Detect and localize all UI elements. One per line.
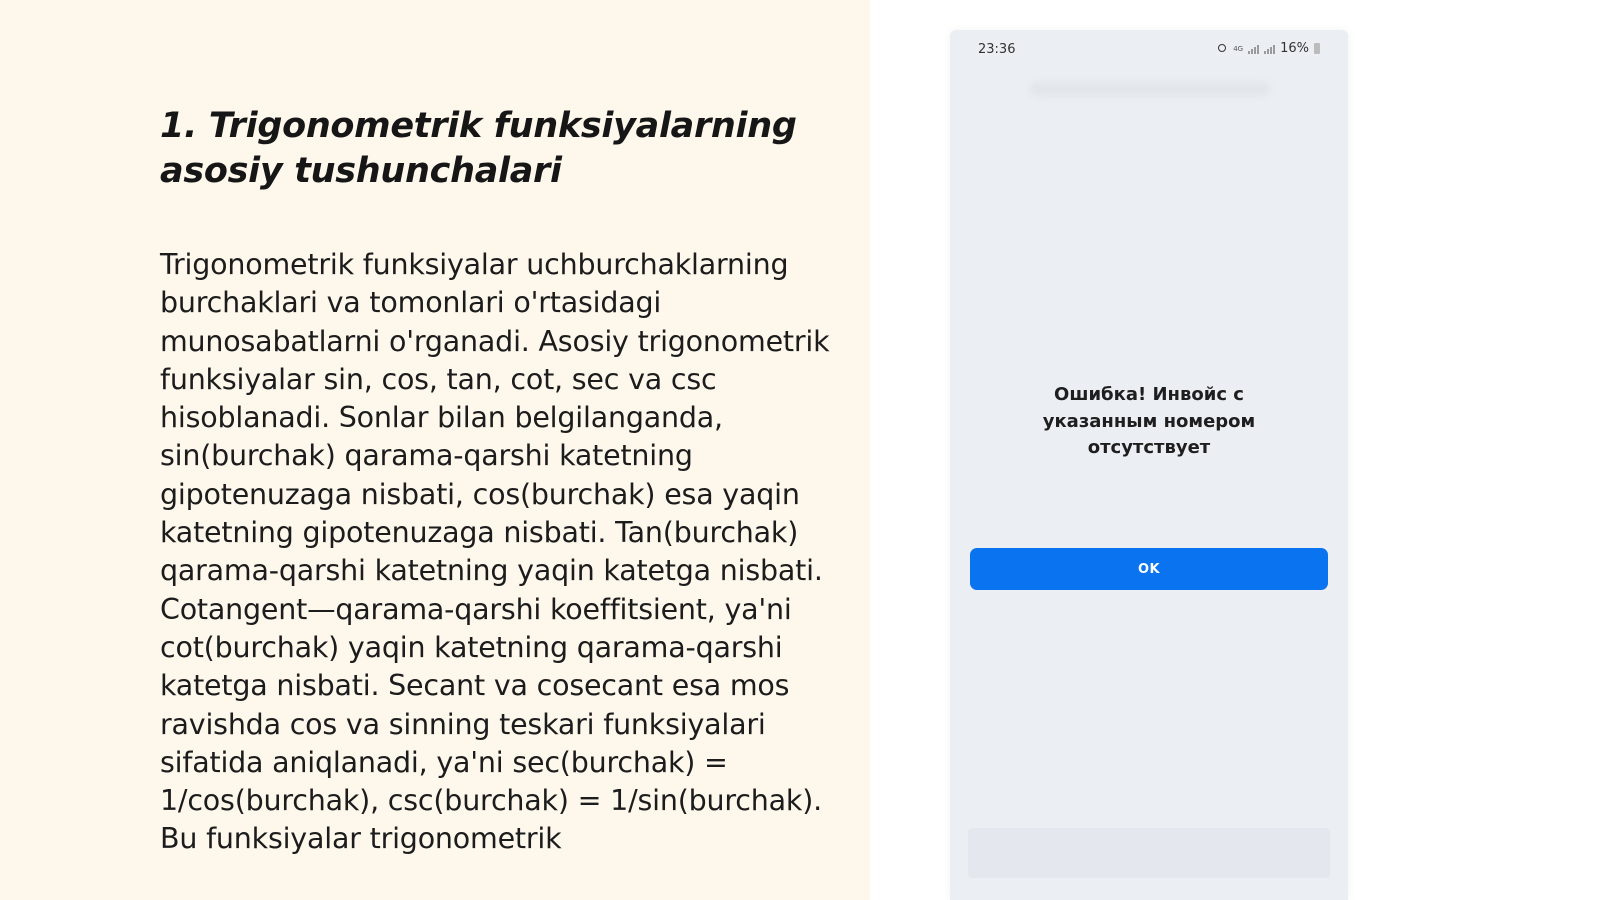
battery-level: 16% bbox=[1280, 41, 1309, 56]
battery-icon bbox=[1314, 43, 1320, 54]
blurred-bottom-bar bbox=[968, 828, 1330, 878]
blurred-header bbox=[1030, 82, 1270, 96]
error-message: Ошибка! Инвойс с указанным номером отсутствует bbox=[1042, 384, 1256, 458]
alarm-icon bbox=[1217, 43, 1228, 54]
signal-icon bbox=[1248, 44, 1259, 54]
ok-button[interactable]: OK bbox=[970, 548, 1328, 590]
phone-screenshot bbox=[950, 30, 1348, 900]
network-icon: 4G bbox=[1233, 44, 1244, 53]
signal-icon bbox=[1264, 44, 1275, 54]
status-bar bbox=[950, 30, 1348, 70]
status-time: 23:36 bbox=[978, 42, 1016, 57]
status-icons bbox=[1217, 41, 1320, 56]
slide-heading: 1. Trigonometrik funksiyalarning asosiy tushunchalari bbox=[160, 106, 797, 191]
slide-body-text: Trigonometrik funksiyalar uchburchaklarning burchaklari va tomonlari o'rtasidagi munosabatlarni o'rganadi. Asosiy trigonometrik funksiyalar sin, cos, tan, cot, sec va csc hisoblanadi. Sonlar bilan belgilanganda, sin(burchak) qarama-qarshi katetning gipotenuzaga nisbati, cos(burchak) esa yaqin katetning gipotenuzaga nisbati. Tan(burchak) qarama-qarshi katetning yaqin katetga nisbati. Cotangent—qarama-qarshi koeffitsient, ya'ni cot(burchak) yaqin katetning qarama-qarshi katetga nisbati. Secant va cosecant esa mos ravishda cos va sinning teskari funksiyalari sifatida aniqlanadi, ya'ni sec(burchak) = 1/cos(burchak), csc(burchak) = 1/sin(burchak). Bu funksiyalar trigonometrik bbox=[160, 248, 830, 856]
